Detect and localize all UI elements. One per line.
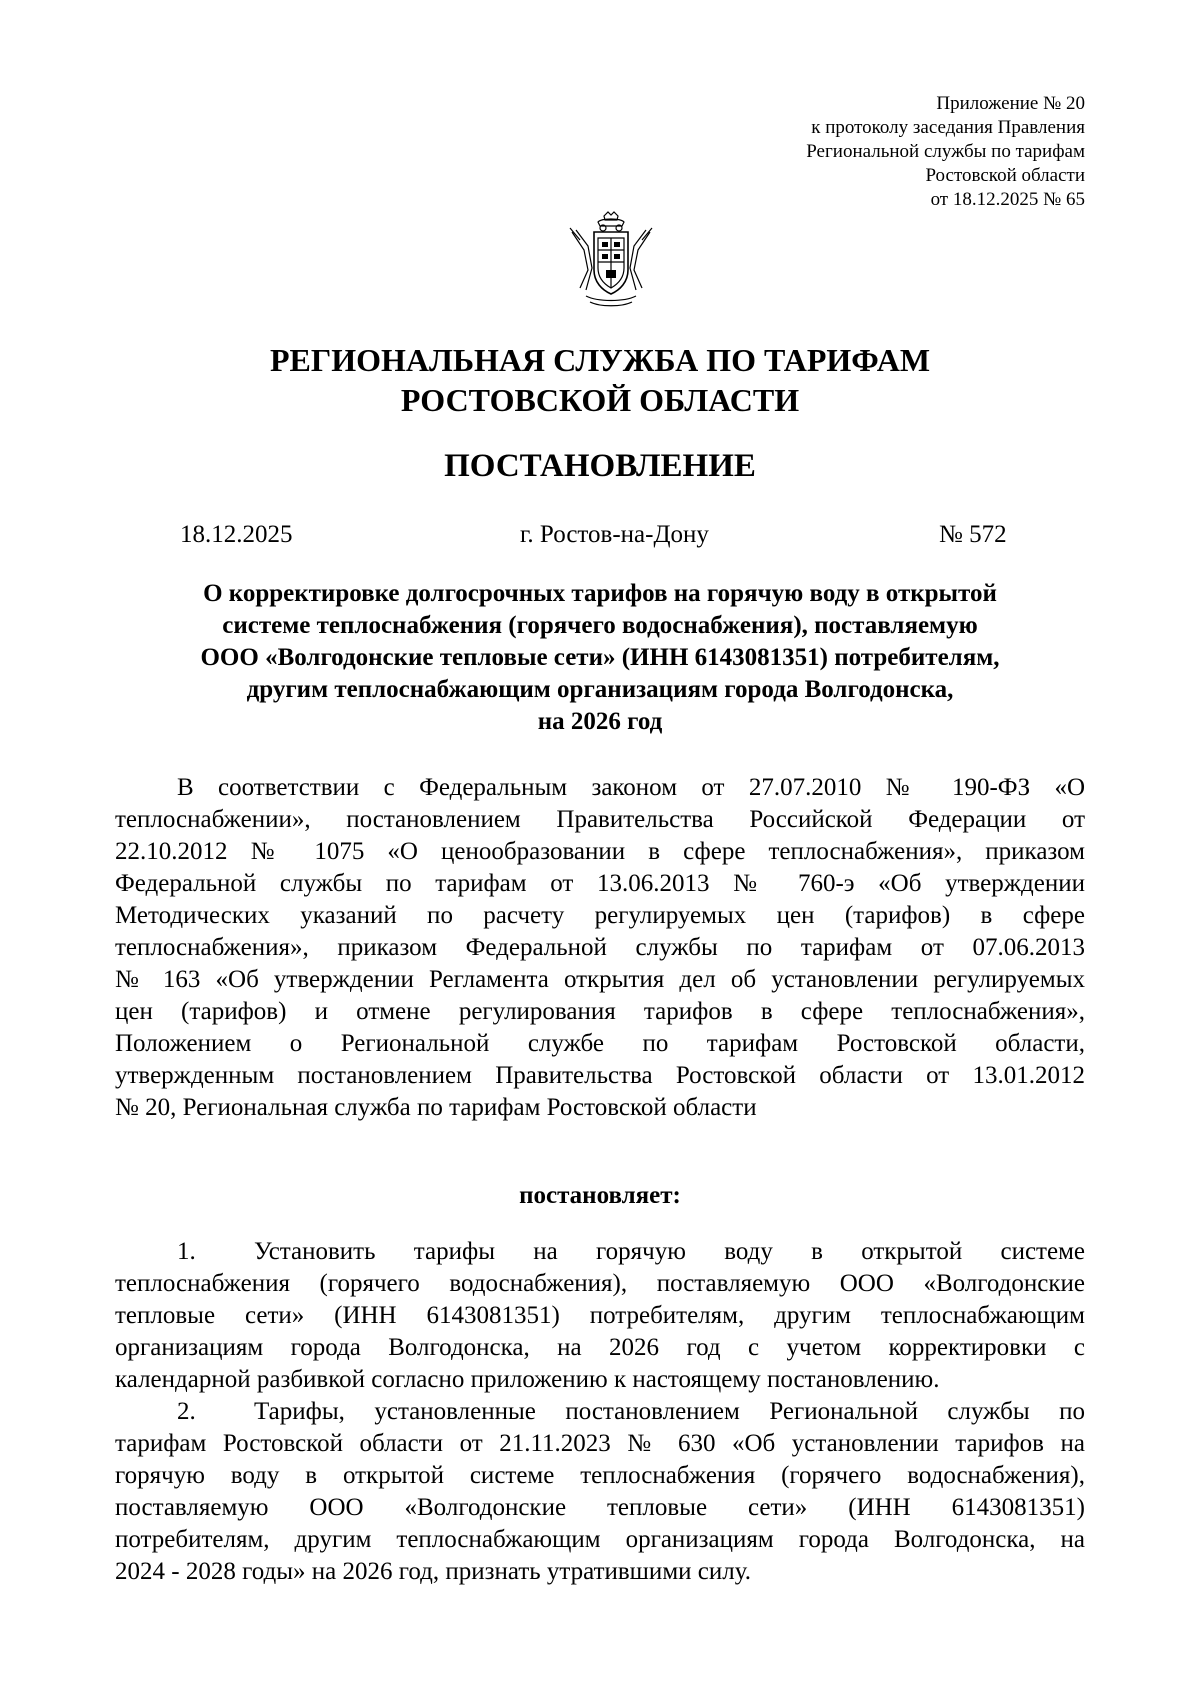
- attachment-line: от 18.12.2025 № 65: [930, 189, 1085, 210]
- subject-line: на 2026 год: [537, 708, 663, 735]
- item-first-text: Установить тарифы на горячую воду в открытой системе: [254, 1238, 1085, 1265]
- item-first-line: [115, 1236, 1085, 1268]
- agency-line: РОСТОВСКОЙ ОБЛАСТИ: [400, 382, 800, 418]
- coat-of-arms-icon: [566, 210, 656, 310]
- item-first-text: Тарифы, установленные постановлением Региональной службы по: [254, 1398, 1085, 1425]
- preamble-line: теплоснабжении», постановлением Правительства Российской Федерации от: [115, 806, 1085, 833]
- attachment-line: Региональной службы по тарифам: [806, 141, 1085, 162]
- resolution-item-2: [115, 1396, 1085, 1588]
- item-number: 1.: [177, 1238, 196, 1265]
- item-first-line: [115, 1396, 1085, 1428]
- preamble-line: Методических указаний по расчету регулируемых цен (тарифов) в сфере: [115, 902, 1085, 929]
- resolution-items: [115, 1236, 1085, 1588]
- subject-line: другим теплоснабжающим организациям города Волгодонска,: [246, 676, 954, 703]
- item-line: горячую воду в открытой системе теплоснабжения (горячего водоснабжения),: [115, 1462, 1085, 1489]
- item-line: потребителям, другим теплоснабжающим организациям города Волгодонска, на: [115, 1526, 1085, 1553]
- item-line: 2024 - 2028 годы» на 2026 год, признать утратившими силу.: [115, 1558, 751, 1585]
- subject-line: системе теплоснабжения (горячего водоснабжения), поставляемую: [222, 612, 978, 639]
- attachment-line: Приложение № 20: [936, 93, 1085, 114]
- agency-line: РЕГИОНАЛЬНАЯ СЛУЖБА ПО ТАРИФАМ: [269, 342, 931, 378]
- item-line: тарифам Ростовской области от 21.11.2023 № 630 «Об установлении тарифов на: [115, 1430, 1085, 1457]
- preamble-line: теплоснабжения», приказом Федеральной службы по тарифам от 07.06.2013: [115, 934, 1085, 961]
- subject-line: ООО «Волгодонские тепловые сети» (ИНН 6143081351) потребителям,: [200, 644, 1000, 671]
- agency-name: [0, 340, 1200, 420]
- item-line: тепловые сети» (ИНН 6143081351) потребителям, другим теплоснабжающим: [115, 1302, 1085, 1329]
- item-line: поставляемую ООО «Волгодонские тепловые сети» (ИНН 6143081351): [115, 1494, 1085, 1521]
- item-line: организациям города Волгодонска, на 2026 год с учетом корректировки с: [115, 1334, 1085, 1361]
- preamble-line: Положением о Региональной службе по тарифам Ростовской области,: [115, 1030, 1085, 1057]
- document-number: № 572: [939, 521, 1007, 548]
- preamble-line: 22.10.2012 № 1075 «О ценообразовании в сфере теплоснабжения», приказом: [115, 838, 1085, 865]
- resolution-item-1: [115, 1236, 1085, 1396]
- preamble-line: № 20, Региональная служба по тарифам Ростовской области: [115, 1094, 757, 1121]
- document-meta: [0, 518, 1200, 552]
- document-city: г. Ростов-на-Дону: [520, 521, 709, 548]
- attachment-line: к протоколу заседания Правления: [811, 117, 1085, 138]
- item-line: теплоснабжения (горячего водоснабжения), поставляемую ООО «Волгодонские: [115, 1270, 1085, 1297]
- preamble-line: цен (тарифов) и отмене регулирования тарифов в сфере теплоснабжения»,: [115, 998, 1085, 1025]
- preamble-line: Федеральной службы по тарифам от 13.06.2013 № 760-э «Об утверждении: [115, 870, 1085, 897]
- subject-line: О корректировке долгосрочных тарифов на горячую воду в открытой: [203, 580, 997, 607]
- attachment-line: Ростовской области: [925, 165, 1085, 186]
- document-type: ПОСТАНОВЛЕНИЕ: [444, 448, 756, 484]
- preamble-line: утвержденным постановлением Правительства Ростовской области от 13.01.2012: [115, 1062, 1085, 1089]
- item-number: 2.: [177, 1398, 196, 1425]
- preamble-line: № 163 «Об утверждении Регламента открытия дел об установлении регулируемых: [115, 966, 1085, 993]
- preamble-paragraph: [115, 772, 1085, 1124]
- document-subject: [130, 578, 1070, 738]
- attachment-note: [806, 92, 1085, 212]
- item-line: календарной разбивкой согласно приложению к настоящему постановлению.: [115, 1366, 940, 1393]
- preamble-line: В соответствии с Федеральным законом от 27.07.2010 № 190-ФЗ «О: [177, 774, 1085, 801]
- document-date: 18.12.2025: [180, 521, 293, 548]
- resolves-heading: постановляет:: [519, 1182, 681, 1209]
